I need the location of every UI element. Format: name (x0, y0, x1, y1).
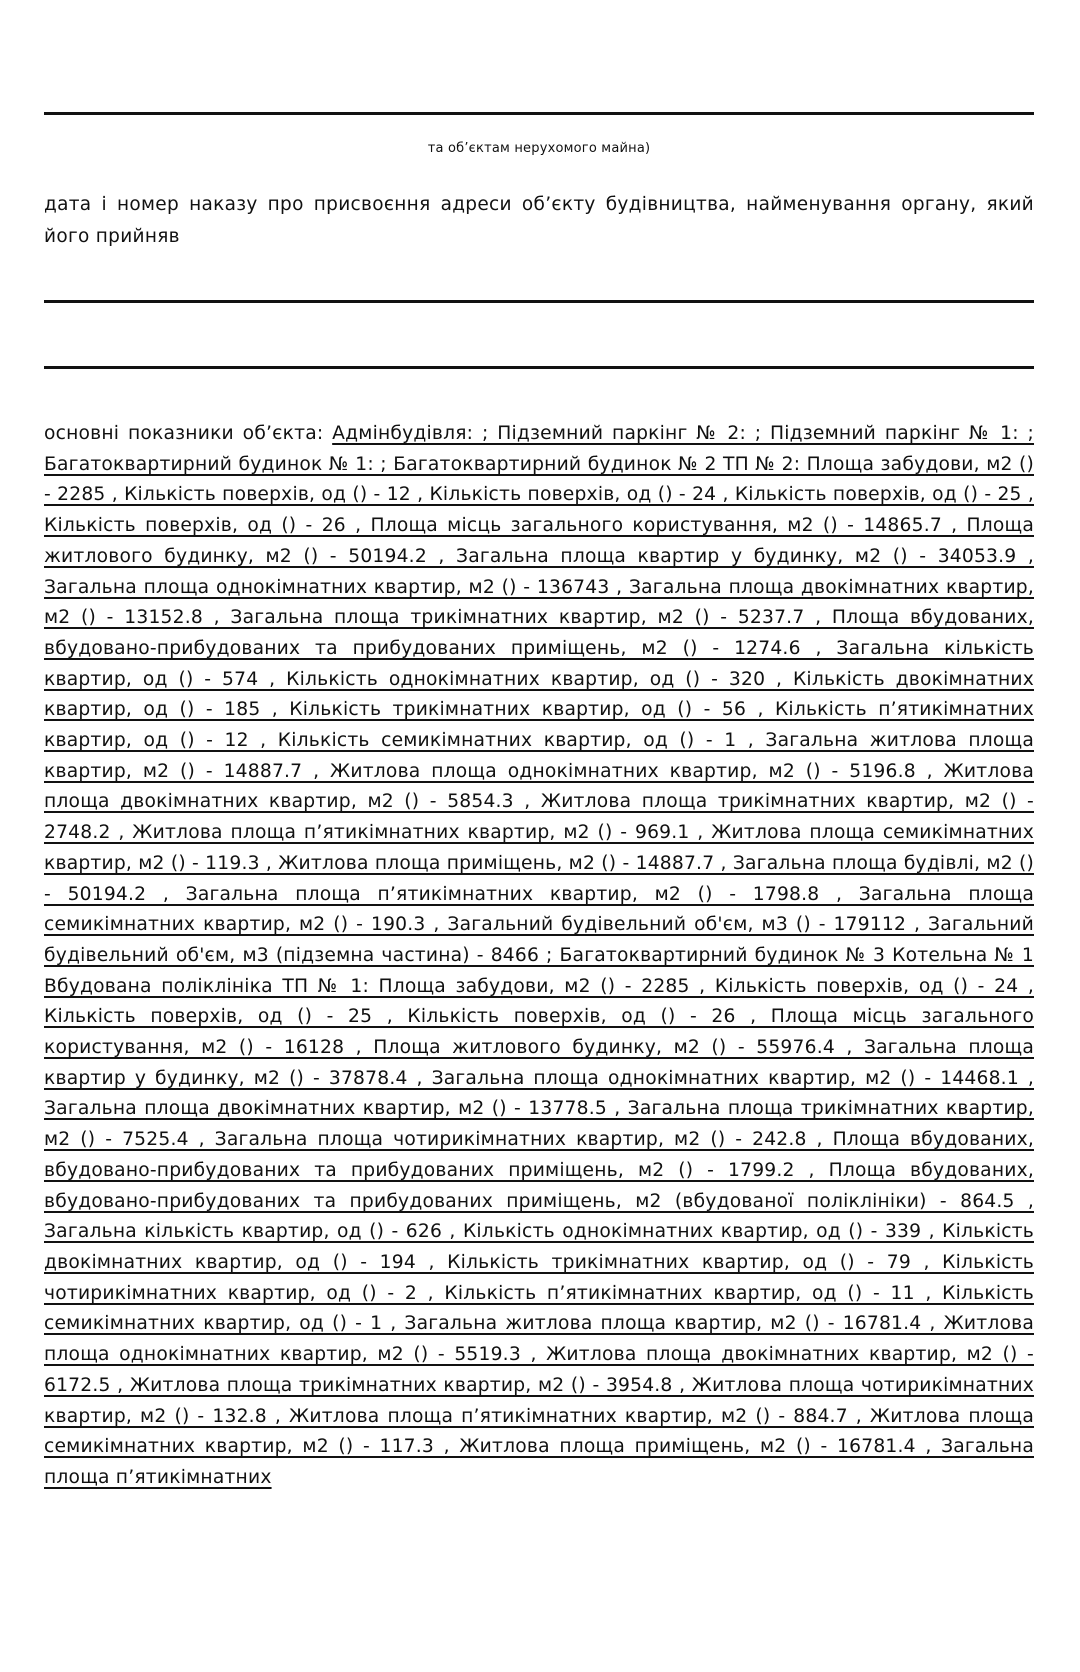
indicators-value: Адмінбудівля: ; Підземний паркінг № 2: ; Підземний паркінг № 1: ; Багатоквартирний будинок № 1: ; Багатоквартирний будинок № 2 ТП № 2: Площа забудови, м2 () - 2285 , Кількість поверхів, од () - 12 , Кількість поверхів, од () - 24 , Кількість поверхів, од () - 25 , Кількість поверхів, од () - 26 , Площа місць загального користування, м2 () - 14865.7 , Площа житлового будинку, м2 () - 50194.2 , Загальна площа квартир у будинку, м2 () - 34053.9 , Загальна площа однокімнатних квартир, м2 () - 136743 , Загальна площа двокімнатних квартир, м2 () - 13152.8 , Загальна площа трикімнатних квартир, м2 () - 5237.7 , Площа вбудованих, вбудовано-прибудованих та прибудованих приміщень, м2 () - 1274.6 , Загальна кількість квартир, од () - 574 , Кількість однокімнатних квартир, од () - 320 , Кількість двокімнатних квартир, од () - 185 , Кількість трикімнатних квартир, од () - 56 , Кількість п’ятикімнатних квартир, од () - 12 , Кількість семикімнатних квартир, од () - 1 , Загальна житлова площа квартир, м2 () - 14887.7 , Житлова площа однокімнатних квартир, м2 () - 5196.8 , Житлова площа двокімнатних квартир, м2 () - 5854.3 , Житлова площа трикімнатних квартир, м2 () - 2748.2 , Житлова площа п’ятикімнатних квартир, м2 () - 969.1 , Житлова площа семикімнатних квартир, м2 () - 119.3 , Житлова площа приміщень, м2 () - 14887.7 , Загальна площа будівлі, м2 () - 50194.2 , Загальна площа п’ятикімнатних квартир, м2 () - 1798.8 , Загальна площа семикімнатних квартир, м2 () - 190.3 , Загальний будівельний об'єм, м3 () - 179112 , Загальний будівельний об'єм, м3 (підземна частина) - 8466 ; Багатоквартирний будинок № 3 Котельна № 1 Вбудована поліклініка ТП № 1: Площа забудови, м2 () - 2285 , Кількість поверхів, од () - 24 , Кількість поверхів, од () - 25 , Кількість поверхів, од () - 26 , Площа місць загального користування, м2 () - 16128 , Площа житлового будинку, м2 () - 55976.4 , Загальна площа квартир у будинку, м2 () - 37878.4 , Загальна площа однокімнатних квартир, м2 () - 14468.1 , Загальна площа двокімнатних квартир, м2 () - 13778.5 , Загальна площа трикімнатних квартир, м2 () - 7525.4 , Загальна площа чотирикімнатних квартир, м2 () - 242.8 , Площа вбудованих, вбудовано-прибудованих та прибудованих приміщень, м2 () - 1799.2 , Площа вбудованих, вбудовано-прибудованих та прибудованих приміщень, м2 (вбудованої поліклініки) - 864.5 , Загальна кількість квартир, од () - 626 , Кількість однокімнатних квартир, од () - 339 , Кількість двокімнатних квартир, од () - 194 , Кількість трикімнатних квартир, од () - 79 , Кількість чотирикімнатних квартир, од () - 2 , Кількість п’ятикімнатних квартир, од () - 11 , Кількість семикімнатних квартир, од () - 1 , Загальна житлова площа квартир, м2 () - 16781.4 , Житлова площа однокімнатних квартир, м2 () - 5519.3 , Житлова площа двокімнатних квартир, м2 () - 6172.5 , Житлова площа трикімнатних квартир, м2 () - 3954.8 , Житлова площа чотирикімнатних квартир, м2 () - 132.8 , Житлова площа п’ятикімнатних квартир, м2 () - 884.7 , Житлова площа семикімнатних квартир, м2 () - 117.3 , Житлова площа приміщень, м2 () - 16781.4 , Загальна площа п’ятикімнатних (44, 423, 1035, 1488)
top-rule (44, 112, 1034, 115)
object-caption: та об’єктам нерухомого майна) (427, 141, 651, 156)
order-field-label: дата і номер наказу про присвоєння адреси об’єкту будівництва, найменування органу, який його прийняв (44, 194, 1034, 247)
blank-line-1 (44, 300, 1034, 303)
indicators-label: основні показники об’єкта: (44, 423, 324, 444)
blank-line-2 (44, 366, 1034, 369)
object-indicators (44, 419, 1034, 1494)
